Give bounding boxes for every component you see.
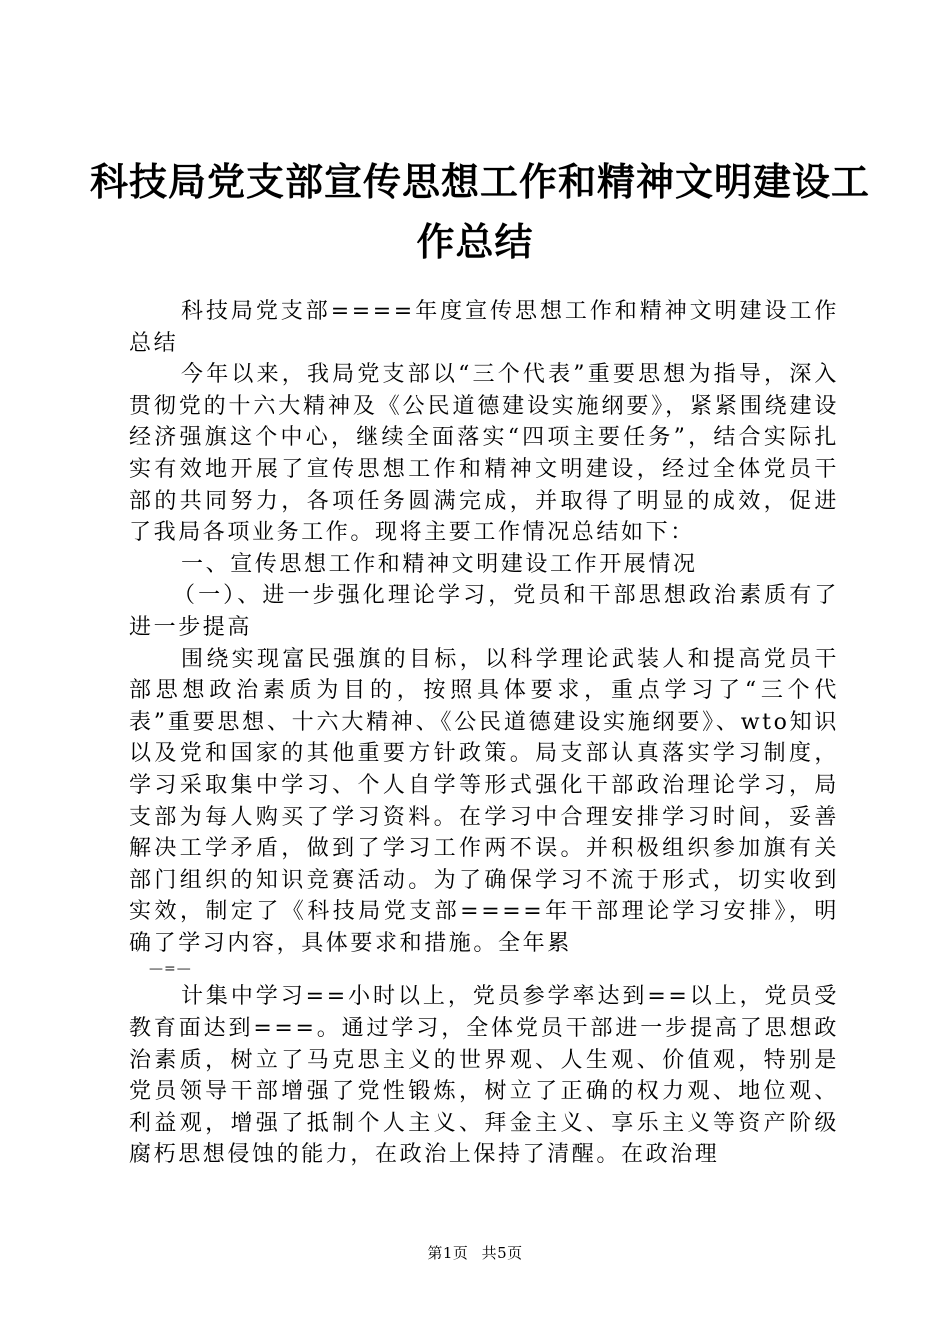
document-title-line-1: 科技局党支部宣传思想工作和精神文明建设工 bbox=[90, 159, 871, 204]
page-footer bbox=[0, 1243, 950, 1263]
document-title-line-2: 作总结 bbox=[416, 219, 534, 264]
paragraph-intro: 今年以来，我局党支部以“三个代表”重要思想为指导，深入贯彻党的十六大精神及《公民道德建设实施纲要》，紧紧围绕建设经济强旗这个中心，继续全面落实“四项主要任务”，结合实际扎实有效地开展了宣传思想工作和精神文明建设，经过全体党员干部的共同努力，各项任务圆满完成，并取得了明显的成效，促进了我局各项业务工作。现将主要工作情况总结如下： bbox=[129, 362, 839, 546]
paragraph-study: 围绕实现富民强旗的目标，以科学理论武装人和提高党员干部思想政治素质为目的，按照具体要求，重点学习了“三个代表”重要思想、十六大精神、《公民道德建设实施纲要》、wto知识以及党和国家的其他重要方针政策。局支部认真落实学习制度，学习采取集中学习、个人自学等形式强化干部政治理论学习，局支部为每人购买了学习资料。在学习中合理安排学习时间，妥善解决工学矛盾，做到了学习工作两不误。并积极组织参加旗有关部门组织的知识竞赛活动。为了确保学习不流于形式，切实收到实效，制定了《科技局党支部====年干部理论学习安排》，明确了学习内容，具体要求和措施。全年累 bbox=[129, 646, 839, 956]
page-number: 第1页 bbox=[427, 1244, 469, 1262]
paragraph-subtitle: 科技局党支部====年度宣传思想工作和精神文明建设工作总结 bbox=[129, 299, 839, 356]
paragraph-study-continued: 计集中学习==小时以上，党员参学率达到==以上，党员受教育面达到===。通过学习，全体党员干部进一步提高了思想政治素质，树立了马克思主义的世界观、人生观、价值观，特别是党员领导干部增强了党性锻炼，树立了正确的权力观、地位观、利益观，增强了抵制个人主义、拜金主义、享乐主义等资产阶级腐朽思想侵蚀的能力，在政治上保持了清醒。在政治理 bbox=[129, 984, 839, 1168]
page-break-marker: —=— bbox=[149, 961, 192, 978]
section-heading-1: 一、宣传思想工作和精神文明建设工作开展情况 bbox=[181, 551, 698, 577]
page-total: 共5页 bbox=[481, 1244, 523, 1262]
document-body bbox=[129, 296, 839, 1171]
subsection-heading-1: （一）、进一步强化理论学习，党员和干部思想政治素质有了进一步提高 bbox=[129, 583, 839, 640]
